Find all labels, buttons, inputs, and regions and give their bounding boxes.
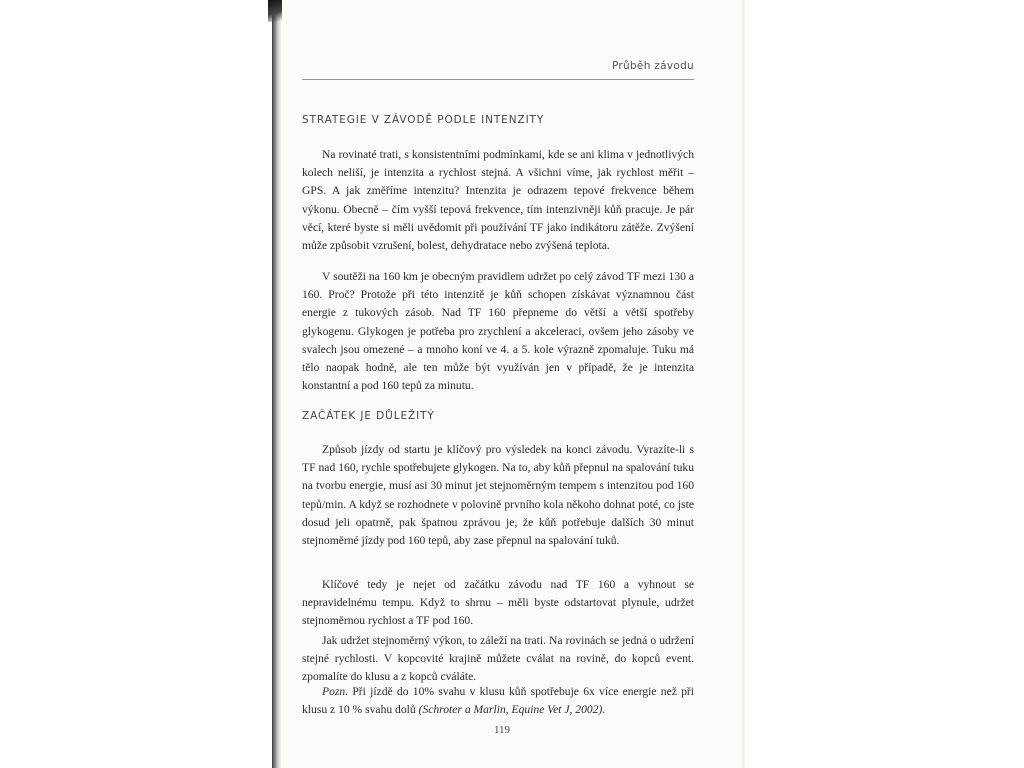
paragraph: V soutěži na 160 km je obecným pravidlem udržet po celý závod TF mezi 130 a 160. Proč? Protože při této intenzitě je kůň schopen získávat významnou část energie z tukových zásob. Nad TF 160 přepneme do větší a větší spotřeby glykogenu. Glykogen je potřeba pro zrychlení a akceleraci, ovšem jeho zásoby ve svalech jsou omezené – a mnoho koní ve 4. a 5. kole výrazně zpomaluje. Tuku má tělo naopak hodně, ale ten může být využíván jen v případě, že je intenzita konstantní a pod 160 tepů za minutu. xyxy=(302,270,694,393)
running-head: Průběh závodu xyxy=(611,60,694,72)
header-rule xyxy=(302,79,694,80)
paragraph: Na rovinaté trati, s konsistentními podmínkami, kde se ani klima v jednotlivých kolech neliší, je intenzita a rychlost stejná. A všichni víme, jak rychlost měřit – GPS. A jak změříme intenzitu? Intenzita je odrazem tepové frekvence během výkonu. Obecně – čím vyšší tepová frekvence, tím intenzivněji kůň pracuje. Je pár věcí, které byste si měli uvědomit při používání TF jako indikátoru zátěže. Zvýšení může způsobit vzrušení, bolest, dehydratace nebo zvýšená teplota. xyxy=(302,148,694,253)
note-label: Pozn. xyxy=(322,685,349,698)
book-page xyxy=(282,0,742,768)
scan-background-left xyxy=(0,0,278,768)
paragraph: Klíčové tedy je nejet od začátku závodu nad TF 160 a vyhnout se nepravidelnému tempu. Když to shrnu – měli byste odstartovat plynule, udržet stejnoměrnou rychlost a TF pod 160. xyxy=(302,578,694,628)
section-heading-strategy: STRATEGIE V ZÁVODĚ PODLE INTENZITY xyxy=(302,114,545,126)
note-paragraph xyxy=(302,683,694,719)
page-number: 119 xyxy=(493,724,511,736)
paragraph: Způsob jízdy od startu je klíčový pro výsledek na konci závodu. Vyrazíte-li s TF nad 160, rychle spotřebujete glykogen. Na to, aby kůň přepnul na spalování tuku na tvorbu energie, musí asi 30 minut jet stejnoměrným tempem s intenzitou pod 160 tepů/min. A když se rozhodnete v polovině prvního kola někoho dohnat poté, co jste dosud jeli opatrně, pak špatnou zprávou je, že kůň potřebuje dalších 30 minut stejnoměrné jízdy pod 160 tepů, aby zase přepnul na spalování tuků. xyxy=(302,443,694,548)
note-text: Při jízdě do 10% svahu v klusu kůň spotřebuje 6x více energie než při klusu z 10 % svahu dolů xyxy=(302,685,694,717)
page-spine-shadow xyxy=(272,0,282,768)
note-citation: (Schroter a Marlin, Equine Vet J, 2002). xyxy=(418,703,606,717)
page-edge-shadow xyxy=(742,0,746,768)
section-heading-start: ZAČÁTEK JE DŮLEŽITÝ xyxy=(302,410,435,422)
paragraph: Jak udržet stejnoměrný výkon, to záleží na trati. Na rovinách se jedná o udržení stejné rychlosti. V kopcovité krajině můžete cválat na rovině, do kopců event. zpomalíte do klusu a z kopců cváláte. xyxy=(302,634,694,684)
